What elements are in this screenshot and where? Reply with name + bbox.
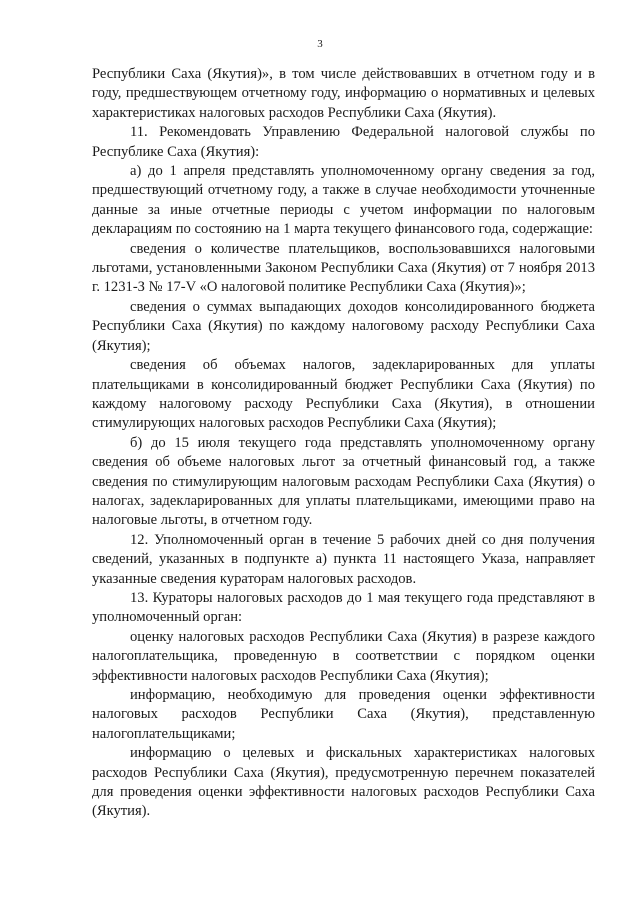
paragraph-item-13: 13. Кураторы налоговых расходов до 1 мая текущего года представляют в уполномоченный орган: <box>92 589 595 626</box>
paragraph-continuation: Республики Саха (Якутия)», в том числе действовавших в отчетном году и в году, предшествующем отчетному году, информацию о нормативных и целевых характеристиках налоговых расходов Республики Саха (Якутия). <box>92 66 595 121</box>
page-number: 3 <box>317 38 323 50</box>
paragraph-information: информацию, необходимую для проведения оценки эффективности налоговых расходов Республики Саха (Якутия), представленную налогоплательщиками; <box>92 687 595 742</box>
paragraph-item-12: 12. Уполномоченный орган в течение 5 рабочих дней со дня получения сведений, указанных в подпункте а) пункта 11 настоящего Указа, направляет указанные сведения кураторам налоговых расходов. <box>92 531 595 587</box>
document-body <box>92 65 595 822</box>
paragraph-subitem-b: б) до 15 июля текущего года представлять уполномоченному органу сведения об объеме налоговых льгот за отчетный финансовый год, а также сведения по стимулирующим налоговым расходам Республики Саха (Якутия) о налогах, задекларированных для уплаты плательщиками, имеющими право на налоговые льготы, в отчетном году. <box>92 434 595 529</box>
paragraph-assessment: оценку налоговых расходов Республики Саха (Якутия) в разрезе каждого налогоплательщика, проведенную в соответствии с порядком оценки эффективности налоговых расходов Республики Саха (Якутия); <box>92 628 595 684</box>
paragraph-characteristics: информацию о целевых и фискальных характеристиках налоговых расходов Республики Саха (Якутия), предусмотренную перечнем показателей для проведения оценки эффективности налоговых расходов Республики Саха (Якутия). <box>92 745 595 820</box>
paragraph-payers-count: сведения о количестве плательщиков, воспользовавшихся налоговыми льготами, установленными Законом Республики Саха (Якутия) от 7 ноября 2013 г. 1231-З № 17-V «О налоговой политике Республики Саха (Якутия)»; <box>92 240 595 296</box>
paragraph-subitem-a: а) до 1 апреля представлять уполномоченному органу сведения за год, предшествующий отчетному году, а также в случае необходимости уточненные данные за иные отчетные периоды с учетом информации по налоговым декларациям по состоянию на 1 марта текущего финансового года, содержащие: <box>92 163 595 238</box>
paragraph-tax-volumes: сведения об объемах налогов, задекларированных для уплаты плательщиками в консолидированный бюджет Республики Саха (Якутия) по каждому налоговому расходу Республики Саха (Якутия), в отношении стимулирующих налоговых расходов Республики Саха (Якутия); <box>92 357 595 432</box>
paragraph-lost-income: сведения о суммах выпадающих доходов консолидированного бюджета Республики Саха (Якутия) по каждому налоговому расходу Республики Саха (Якутия); <box>92 298 595 354</box>
paragraph-item-11: 11. Рекомендовать Управлению Федеральной налоговой службы по Республике Саха (Якутия): <box>92 124 595 160</box>
